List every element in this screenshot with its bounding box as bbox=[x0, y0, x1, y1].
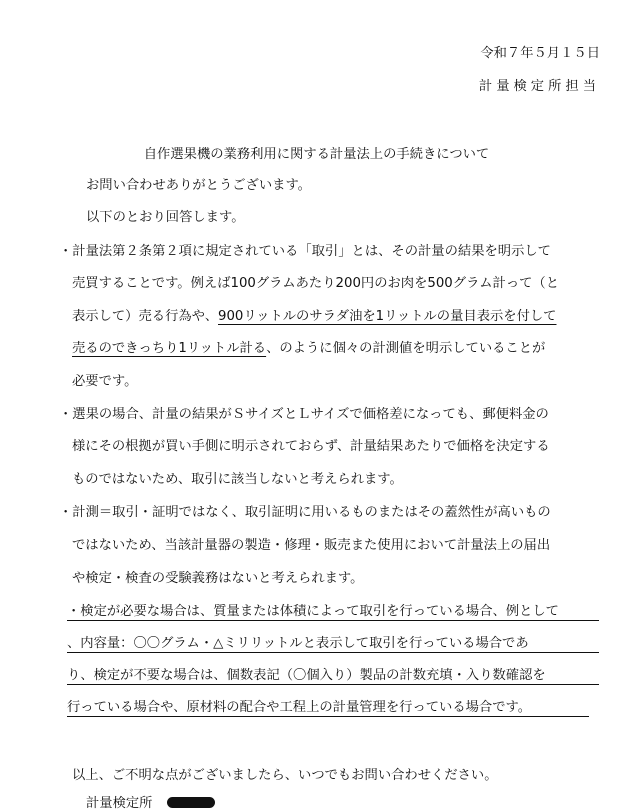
section-3-line-3: や検定・検査の受験義務はないと考えられます。 bbox=[72, 571, 364, 586]
section-2-line-3: ものではないため、取引に該当しないと考えられます。 bbox=[72, 472, 403, 487]
section-3-line-2: ではないため、当該計量器の製造・修理・販売また使用において計量法上の届出 bbox=[72, 538, 551, 553]
section-1-line-3 bbox=[72, 310, 556, 323]
section-1-line-3-text: 表示して）売る行為や、 bbox=[72, 309, 218, 324]
section-1-line-4-text: 、のように個々の計測値を明示していることが bbox=[266, 341, 546, 356]
closing-note: 以上、ご不明な点がございましたら、いつでもお問い合わせください。 bbox=[72, 768, 498, 783]
section-2-line-2: 様にその根拠が買い手側に明示されておらず、計量結果あたりで価格を決定する bbox=[72, 439, 550, 454]
document-date: 令和７年５月１５日 bbox=[480, 46, 600, 61]
document-author: 計量検定所担当 bbox=[478, 79, 600, 94]
section-1-line-4-underlined: 売るのできっちり1リットル計る bbox=[72, 341, 267, 356]
section-4-underline-3 bbox=[67, 684, 599, 685]
section-2-line-1: ・選果の場合、計量の結果がＳサイズとＬサイズで価格差になっても、郵便料金の bbox=[59, 407, 549, 422]
document-title: 自作選果機の業務利用に関する計量法上の手続きについて bbox=[143, 147, 490, 162]
section-4-underline-2 bbox=[67, 652, 599, 653]
intro-greeting: お問い合わせありがとうございます。 bbox=[86, 178, 311, 193]
section-1-line-4 bbox=[72, 342, 545, 355]
section-1-line-2: 売買することです。例えば100グラムあたり200円のお肉を500グラム計って（と bbox=[72, 276, 560, 291]
section-3-line-1: ・計測＝取引・証明ではなく、取引証明に用いるものまたはその蓋然性が高いもの bbox=[59, 505, 551, 520]
section-4-line-3: り、検定が不要な場合は、個数表記（〇個入り）製品の計数充填・入り数確認を bbox=[67, 668, 546, 683]
section-4-line-1: ・検定が必要な場合は、質量または体積によって取引を行っている場合、例として bbox=[67, 604, 559, 619]
intro-answer-lead: 以下のとおり回答します。 bbox=[86, 210, 245, 225]
section-4-underline-4 bbox=[67, 716, 589, 717]
section-4-line-2: 、内容量：〇〇グラム・△ミリリットルと表示して取引を行っている場合であ bbox=[67, 636, 529, 651]
section-1-line-5: 必要です。 bbox=[72, 374, 138, 389]
signature: 計量検定所 bbox=[86, 796, 153, 811]
section-1-line-1: ・計量法第２条第２項に規定されている「取引」とは、その計量の結果を明示して bbox=[59, 244, 551, 259]
section-4-underline-1 bbox=[67, 620, 599, 621]
section-4-line-4: 行っている場合や、原材料の配合や工程上の計量管理を行っている場合です。 bbox=[67, 700, 532, 715]
redacted-name-block bbox=[167, 797, 215, 808]
section-1-line-3-underlined: 900リットルのサラダ油を1リットルの量目表示を付して bbox=[218, 309, 557, 324]
